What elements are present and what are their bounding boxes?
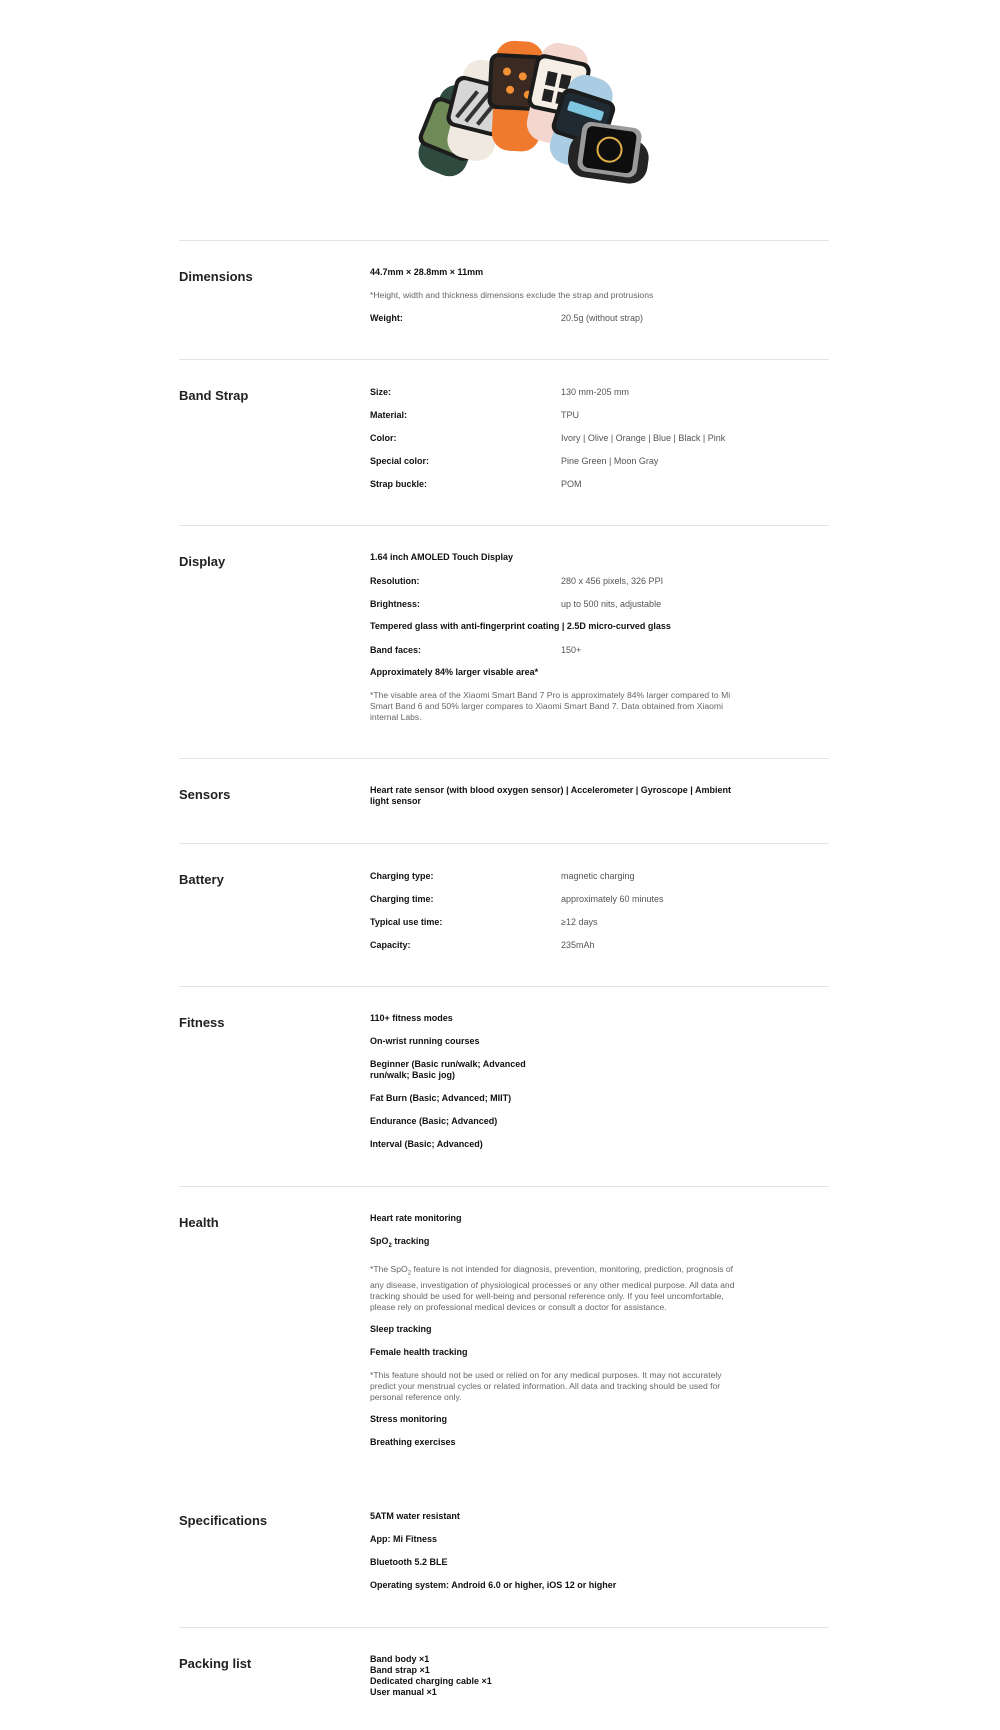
section-title-specifications: Specifications: [179, 1512, 268, 1528]
spec-value: Pine Green | Moon Gray: [561, 456, 659, 466]
dimensions-note: *Height, width and thickness dimensions exclude the strap and protrusions: [370, 290, 654, 300]
spec-label: Charging type:: [370, 871, 434, 881]
section-display: [179, 525, 829, 758]
display-type: 1.64 inch AMOLED Touch Display: [370, 552, 514, 562]
section-title-dimensions: Dimensions: [179, 269, 253, 284]
spec-row: [370, 598, 740, 610]
section-band-strap: [179, 359, 829, 525]
spec-value: POM: [561, 479, 582, 489]
spec-label: Charging time:: [370, 894, 434, 904]
packing-item: Band body ×1: [370, 1653, 430, 1664]
spec-item: 5ATM water resistant: [370, 1510, 460, 1521]
spec-label: Capacity:: [370, 940, 411, 950]
band-faces-label: Band faces:: [370, 645, 422, 655]
section-title-display: Display: [179, 554, 226, 569]
packing-item: User manual ×1: [370, 1686, 437, 1697]
section-packing-list: [179, 1627, 829, 1722]
spec-label: Special color:: [370, 456, 430, 466]
fitness-item: Fat Burn (Basic; Advanced; MIIT): [370, 1093, 512, 1103]
spec-row: [370, 432, 740, 444]
section-health: [179, 1186, 829, 1484]
stress-monitoring: Stress monitoring: [370, 1413, 448, 1424]
spec-value: 235mAh: [561, 940, 595, 950]
section-title-band-strap: Band Strap: [179, 388, 249, 403]
section-battery: [179, 843, 829, 986]
spec-row: [370, 575, 740, 587]
section-title-battery: Battery: [179, 872, 224, 887]
section-title-sensors: Sensors: [179, 787, 231, 802]
band-faces-value: 150+: [561, 645, 582, 655]
section-title-fitness: Fitness: [179, 1015, 225, 1030]
section-dimensions: [179, 240, 829, 359]
spec-item: App: Mi Fitness: [370, 1533, 437, 1544]
spec-value: magnetic charging: [561, 871, 635, 881]
display-note: *The visable area of the Xiaomi Smart Band 7 Pro is approximately 84% larger compared to Mi Smart Band 6 and 50% larger compares to Xiaomi Smart Band 7. Data obtained from Xiaomi internal Labs.: [370, 690, 731, 722]
spec-row: [370, 386, 740, 398]
display-glass: Tempered glass with anti-fingerprint coating | 2.5D micro-curved glass: [370, 621, 671, 631]
spec-value: approximately 60 minutes: [561, 894, 664, 904]
sleep-tracking: Sleep tracking: [370, 1323, 432, 1334]
heart-rate-monitoring: Heart rate monitoring: [370, 1213, 462, 1223]
spec-value: 130 mm-205 mm: [561, 387, 630, 397]
resolution-label: Resolution:: [370, 576, 420, 586]
section-title-health: Health: [179, 1215, 219, 1230]
section-fitness: [179, 986, 829, 1186]
spec-label: Material:: [370, 410, 408, 420]
spec-label: Color:: [370, 433, 397, 443]
female-health-note: *This feature should not be used or relied on for any medical purposes. It may not accurately predict your menstrual cycles or related information. All data and tracking should be used for personal reference only.: [370, 1369, 722, 1402]
packing-item: Band strap ×1: [370, 1664, 430, 1675]
spec-value: TPU: [561, 410, 579, 420]
spo2-tracking: SpO$_2$ tracking: [370, 1236, 430, 1249]
female-health-tracking: Female health tracking: [370, 1346, 468, 1357]
spec-row: [370, 939, 740, 951]
breathing-exercises: Breathing exercises: [370, 1436, 456, 1447]
spo2-note: *The SpO$_2$ feature is not intended for diagnosis, prevention, monitoring, prediction, prognosis of any disease, investigation of physiological processes or any other medical purpose. All data and tracking should be used for well-being and personal reference only. If you feel uncomfortable, please rely on professional medical devices or consult a doctor for assistance.: [370, 1263, 735, 1312]
fitness-item: Beginner (Basic run/walk; Advanced run/walk; Basic jog): [370, 1059, 526, 1080]
brightness-label: Brightness:: [370, 599, 421, 609]
spec-row: [370, 644, 740, 656]
fitness-item: Endurance (Basic; Advanced): [370, 1116, 498, 1126]
display-area: Approximately 84% larger visable area*: [370, 667, 539, 677]
spec-row: [370, 893, 740, 905]
spec-item: Bluetooth 5.2 BLE: [370, 1556, 448, 1567]
fitness-item: 110+ fitness modes: [370, 1013, 453, 1023]
spec-item: Operating system: Android 6.0 or higher, iOS 12 or higher: [370, 1579, 617, 1590]
specifications-table: [179, 240, 829, 1722]
brightness-value: up to 500 nits, adjustable: [561, 599, 662, 609]
section-title-packing-list: Packing list: [179, 1655, 252, 1671]
packing-item: Dedicated charging cable ×1: [370, 1675, 492, 1686]
spec-row: [370, 478, 740, 490]
spec-row: [370, 870, 740, 882]
spec-label: Size:: [370, 387, 392, 397]
spec-label: Typical use time:: [370, 917, 443, 927]
sensors-list: Heart rate sensor (with blood oxygen sensor) | Accelerometer | Gyroscope | Ambient light sensor: [370, 785, 731, 806]
spec-value: ≥12 days: [561, 917, 598, 927]
weight-value: 20.5g (without strap): [561, 313, 644, 323]
resolution-value: 280 x 456 pixels, 326 PPI: [561, 576, 664, 586]
spec-row: [370, 916, 740, 928]
dimensions-size: 44.7mm × 28.8mm × 11mm: [370, 267, 484, 277]
spec-row: [370, 312, 740, 324]
spec-row: [370, 455, 740, 467]
product-hero-image: [410, 36, 670, 186]
fitness-item: Interval (Basic; Advanced): [370, 1139, 483, 1149]
spec-value: Ivory | Olive | Orange | Blue | Black | Pink: [561, 433, 726, 443]
fitness-item: On-wrist running courses: [370, 1036, 480, 1046]
section-specifications: [179, 1484, 829, 1627]
section-sensors: [179, 758, 829, 843]
spec-label: Strap buckle:: [370, 479, 428, 489]
spec-row: [370, 409, 740, 421]
weight-label: Weight:: [370, 313, 403, 323]
